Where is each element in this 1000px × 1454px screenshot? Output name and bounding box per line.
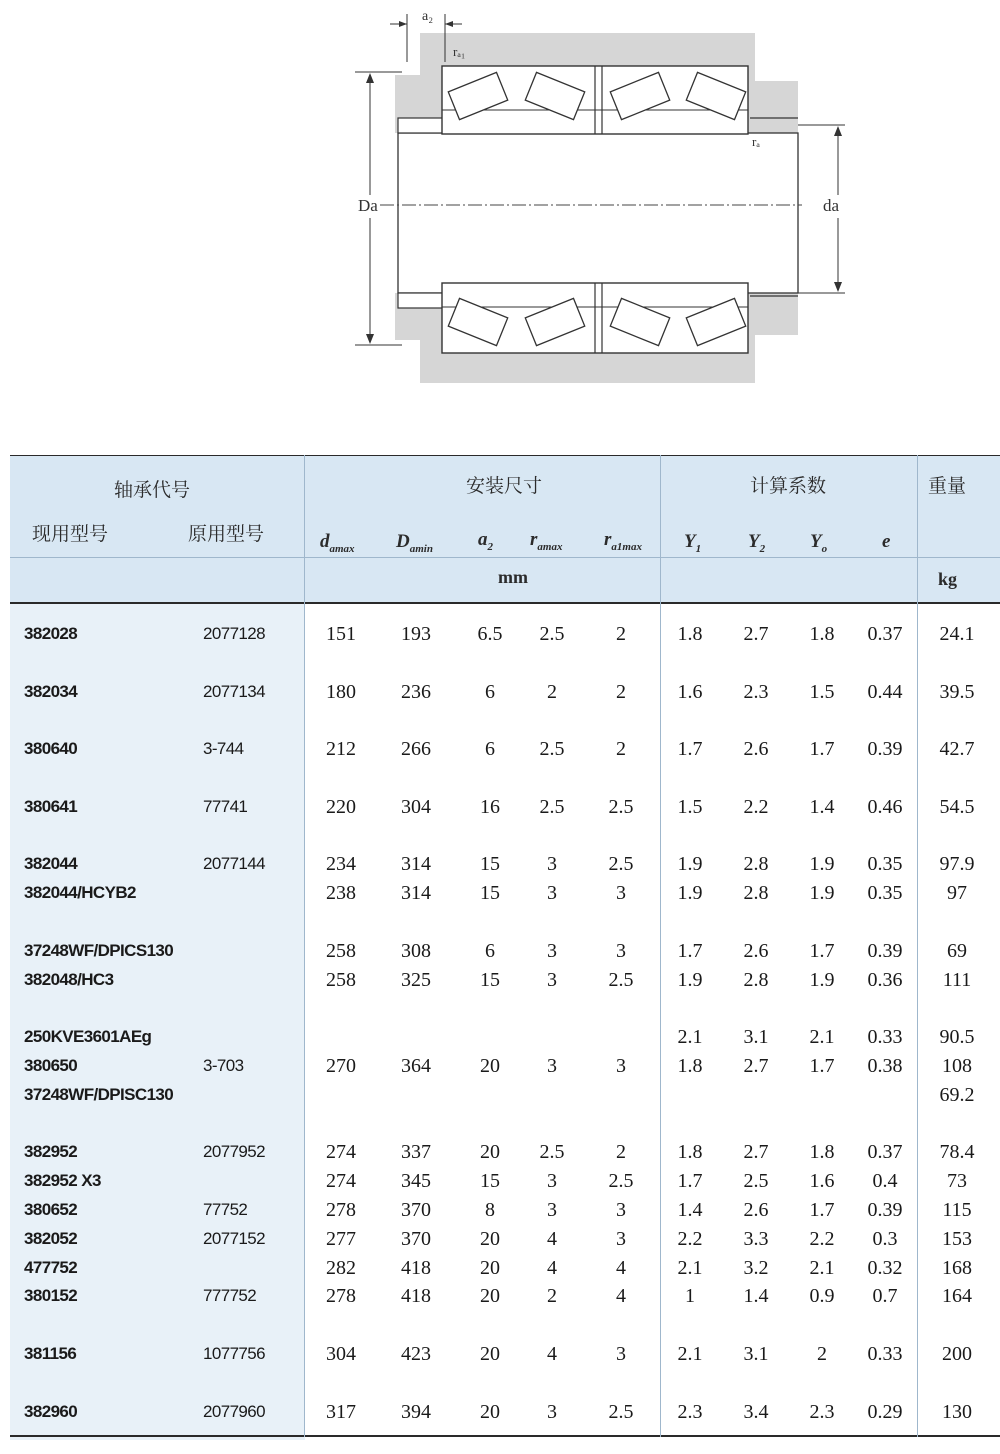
cell-e: 0.37 [867,1141,903,1164]
cell-ra1: 2 [616,738,626,761]
cell-Da: 325 [401,968,431,991]
cell-Y2: 3.1 [743,1343,769,1365]
cell-e: 0.39 [867,939,903,962]
cell-kg: 164 [942,1285,972,1308]
header-current-designation: 现用型号 [32,523,109,545]
cell-da: 220 [326,795,356,818]
cell-ra: 2 [547,1285,557,1308]
Da-label: Da [358,196,378,215]
cell-e: 0.37 [867,623,903,645]
cell-des: 382028 [24,624,78,643]
cell-kg: 168 [942,1256,972,1279]
cell-Y0: 1.7 [809,1055,835,1077]
cell-Y2: 2.7 [743,1141,769,1164]
cell-da: 274 [326,1170,356,1193]
cell-e: 0.46 [867,795,903,818]
cell-Y2: 2.6 [743,1199,769,1221]
cell-old: 2077152 [203,1228,265,1248]
cell-e: 0.4 [872,1170,898,1193]
cell-Da: 418 [401,1285,431,1308]
header-Y0: $Y_o$ [810,531,828,555]
header-ra1max: $r_{a1max}$ [604,529,642,553]
cell-a2: 6 [485,738,495,761]
cell-kg: 39.5 [939,680,975,703]
cell-kg: 108 [942,1055,972,1077]
cell-old: 2077134 [203,681,265,701]
cell-a2: 20 [480,1400,500,1423]
cell-da: 274 [326,1141,356,1164]
cell-ra: 2.5 [539,795,565,818]
cell-Y1: 1.7 [677,738,703,761]
cell-e: 0.39 [867,1199,903,1221]
cell-Da: 314 [401,853,431,876]
cell-Da: 423 [401,1343,431,1365]
cell-Da: 308 [401,939,431,962]
header-designation: 轴承代号 [114,479,191,501]
header-a2: $a_2$ [478,529,493,553]
cell-des: 382960 [24,1401,78,1421]
cell-Y2: 2.7 [743,1055,769,1077]
cell-e: 0.32 [867,1256,903,1279]
cell-Y2: 2.6 [743,738,769,761]
cell-Y1: 1.7 [677,939,703,962]
cell-des: 250KVE3601AEg [24,1027,152,1047]
cell-Y2: 1.4 [743,1285,769,1308]
cell-Y0: 2.2 [809,1227,835,1250]
cell-kg: 69 [947,939,967,962]
cell-Y0: 2.1 [809,1026,835,1049]
cell-a2: 6 [485,680,495,703]
cell-kg: 90.5 [939,1026,975,1049]
cell-kg: 111 [942,968,972,991]
cell-Da: 418 [401,1256,431,1279]
cell-kg: 200 [942,1343,972,1365]
header-calc-factors: 计算系数 [750,475,827,497]
cell-ra: 3 [547,1055,557,1077]
cell-ra: 4 [547,1343,557,1365]
unit-mm: mm [498,567,528,587]
cell-des: 382044 [24,854,78,874]
cell-Da: 314 [401,882,431,905]
cell-e: 0.3 [872,1227,898,1250]
cell-Da: 266 [401,738,431,761]
cell-Y2: 3.3 [743,1227,769,1250]
cell-ra: 2 [547,680,557,703]
cell-Y1: 1.8 [677,1055,703,1077]
cell-ra: 2.5 [539,738,565,761]
cell-Y1: 1.5 [677,795,703,818]
header-old-designation: 原用型号 [188,523,265,545]
cell-a2: 6.5 [477,623,503,645]
cell-da: 212 [326,738,356,761]
cell-ra: 2.5 [539,1141,565,1164]
header-Y1: $Y_1$ [684,531,702,555]
cell-Y2: 2.6 [743,939,769,962]
cell-des: 382048/HC3 [24,969,114,989]
cell-Y0: 1.5 [809,680,835,703]
header-e: e [882,531,891,552]
cell-old: 2077144 [203,854,265,874]
cell-Y2: 3.4 [743,1400,769,1423]
lower-bearing [442,283,748,353]
cell-Y2: 2.3 [743,680,769,703]
cell-e: 0.33 [867,1026,903,1049]
cell-da: 270 [326,1055,356,1077]
cell-a2: 16 [480,795,500,818]
cell-ra1: 2.5 [608,853,634,876]
cell-ra1: 3 [616,1343,626,1365]
header-ramax: $r_{amax}$ [530,529,563,553]
cell-old: 777752 [203,1286,257,1306]
cell-e: 0.35 [867,853,903,876]
a2-label: a₂ [422,9,434,24]
header-mass: 重量 [928,475,967,497]
cell-Y2: 3.1 [743,1026,769,1049]
cell-Da: 193 [401,623,431,645]
cell-da: 278 [326,1285,356,1308]
cell-Y0: 2.3 [809,1400,835,1423]
upper-bearing [442,66,748,134]
cell-e: 0.36 [867,968,903,991]
bearing-data-table [10,455,1000,1440]
cell-Y1: 1 [685,1285,695,1308]
cell-des: 381156 [24,1344,77,1363]
cell-Da: 370 [401,1199,431,1221]
cell-kg: 69.2 [939,1083,975,1106]
cell-da: 258 [326,968,356,991]
cell-da: 304 [326,1343,356,1365]
cell-Y2: 2.8 [743,968,769,991]
cell-da: 258 [326,939,356,962]
cell-Y1: 1.4 [677,1199,703,1221]
cell-ra: 4 [547,1256,557,1279]
cell-des: 382952 [24,1142,78,1162]
cell-Y0: 1.9 [809,882,835,905]
cell-kg: 42.7 [939,738,975,761]
cell-da: 277 [326,1227,356,1250]
cell-a2: 15 [480,968,500,991]
cell-Y1: 1.6 [677,680,703,703]
cell-ra: 3 [547,939,557,962]
cell-da: 234 [326,853,356,876]
cell-Y1: 1.9 [677,853,703,876]
cell-kg: 97.9 [939,853,975,876]
cell-des: 380152 [24,1286,78,1306]
cell-Da: 236 [401,680,431,703]
cell-Y0: 1.8 [809,623,835,645]
cell-ra: 3 [547,882,557,905]
cell-des: 382952 X3 [24,1171,101,1191]
cell-da: 151 [326,623,356,645]
cell-a2: 8 [485,1199,495,1221]
cell-Y1: 2.1 [677,1343,703,1365]
cell-ra1: 3 [616,1199,626,1221]
cell-ra: 3 [547,1400,557,1423]
cell-a2: 20 [480,1256,500,1279]
cell-a2: 20 [480,1285,500,1308]
unit-kg: kg [938,569,958,589]
cell-Y1: 2.3 [677,1400,703,1423]
cell-Y2: 2.8 [743,882,769,905]
ra1-label: rₐ₁ [453,44,466,59]
cell-a2: 20 [480,1055,500,1077]
cell-Y0: 2.1 [809,1256,835,1279]
cell-kg: 24.1 [939,623,975,645]
cell-ra1: 4 [616,1285,626,1308]
cell-ra: 2.5 [539,623,565,645]
cell-Y0: 1.6 [809,1170,835,1193]
cell-Y2: 2.5 [743,1170,769,1193]
cell-Y0: 1.7 [809,939,835,962]
cell-a2: 20 [480,1141,500,1164]
cell-kg: 130 [942,1400,972,1423]
cell-Y0: 0.9 [809,1285,835,1308]
cell-ra1: 3 [616,1055,626,1077]
cell-Y0: 1.9 [809,968,835,991]
cell-old: 3-744 [203,739,244,759]
cell-old: 3-703 [203,1056,244,1075]
cell-ra1: 3 [616,1227,626,1250]
cell-e: 0.39 [867,738,903,761]
header-Y2: $Y_2$ [748,531,766,555]
da-label: da [823,196,840,215]
bearing-cross-section [350,0,840,400]
cell-Da: 370 [401,1227,431,1250]
cell-old: 77752 [203,1200,248,1219]
cell-Da: 337 [401,1141,431,1164]
header-Damin: $D_{amin}$ [396,531,433,555]
cell-ra1: 3 [616,939,626,962]
cell-ra1: 2 [616,623,626,645]
cell-Y1: 2.1 [677,1026,703,1049]
cell-des: 37248WF/DPISC130 [24,1084,174,1104]
cell-ra: 4 [547,1227,557,1250]
cell-Y2: 2.2 [743,795,769,818]
cell-da: 180 [326,680,356,703]
cell-Y1: 1.7 [677,1170,703,1193]
cell-Da: 345 [401,1170,431,1193]
cell-old: 77741 [203,796,248,816]
header-mounting: 安装尺寸 [466,475,543,497]
header-damax: $d_{amax}$ [320,531,355,555]
cell-ra1: 2 [616,1141,626,1164]
cell-kg: 115 [942,1199,972,1221]
cell-des: 380640 [24,739,78,759]
cell-Y0: 2 [817,1343,827,1365]
cell-Y0: 1.4 [809,795,835,818]
cell-Da: 364 [401,1055,431,1077]
cell-da: 278 [326,1199,356,1221]
cell-des: 380641 [24,796,78,816]
cell-ra1: 2 [616,680,626,703]
cell-a2: 20 [480,1343,500,1365]
cell-a2: 6 [485,939,495,962]
cell-Da: 394 [401,1400,431,1423]
cell-ra: 3 [547,853,557,876]
cell-Y1: 2.1 [677,1256,703,1279]
cell-Y0: 1.7 [809,1199,835,1221]
cell-e: 0.29 [867,1400,903,1423]
cell-kg: 153 [942,1227,972,1250]
ra-label: rₐ [752,134,760,149]
cell-a2: 20 [480,1227,500,1250]
cell-da: 238 [326,882,356,905]
cell-Y1: 1.9 [677,882,703,905]
cell-da: 317 [326,1400,356,1423]
cell-Y1: 2.2 [677,1227,703,1250]
cell-Y0: 1.9 [809,853,835,876]
cell-ra: 3 [547,1170,557,1193]
cell-Y0: 1.7 [809,738,835,761]
cell-Y1: 1.8 [677,623,703,645]
cell-ra: 3 [547,1199,557,1221]
cell-kg: 54.5 [939,795,975,818]
cell-des: 382052 [24,1228,78,1248]
cell-e: 0.33 [867,1343,903,1365]
cell-kg: 97 [947,882,967,905]
cell-Y0: 1.8 [809,1141,835,1164]
cell-Y2: 2.8 [743,853,769,876]
cell-ra1: 2.5 [608,1400,634,1423]
cell-old: 1077756 [203,1344,265,1363]
cell-Y1: 1.8 [677,1141,703,1164]
cell-Da: 304 [401,795,431,818]
cell-kg: 78.4 [939,1141,975,1164]
cell-Y2: 2.7 [743,623,769,645]
cell-e: 0.44 [867,680,903,703]
cell-ra1: 2.5 [608,795,634,818]
cell-e: 0.7 [872,1285,898,1308]
cell-ra1: 2.5 [608,968,634,991]
cell-ra: 3 [547,968,557,991]
cell-e: 0.38 [867,1055,903,1077]
cell-des: 382034 [24,681,78,701]
cell-da: 282 [326,1256,356,1279]
cell-ra1: 2.5 [608,1170,634,1193]
cell-old: 2077128 [203,624,265,643]
cell-des: 380652 [24,1200,78,1219]
cell-kg: 73 [947,1170,967,1193]
cell-a2: 15 [480,853,500,876]
cell-a2: 15 [480,882,500,905]
cell-des: 382044/HCYB2 [24,883,136,903]
cell-des: 380650 [24,1056,78,1075]
cell-ra1: 3 [616,882,626,905]
cell-Y1: 1.9 [677,968,703,991]
cell-old: 2077952 [203,1142,265,1162]
cell-des: 477752 [24,1257,78,1277]
bearing-mounting-drawing [350,0,840,400]
cell-Y2: 3.2 [743,1256,769,1279]
cell-ra1: 4 [616,1256,626,1279]
cell-des: 37248WF/DPICS130 [24,940,174,960]
cell-a2: 15 [480,1170,500,1193]
cell-old: 2077960 [203,1401,265,1421]
cell-e: 0.35 [867,882,903,905]
